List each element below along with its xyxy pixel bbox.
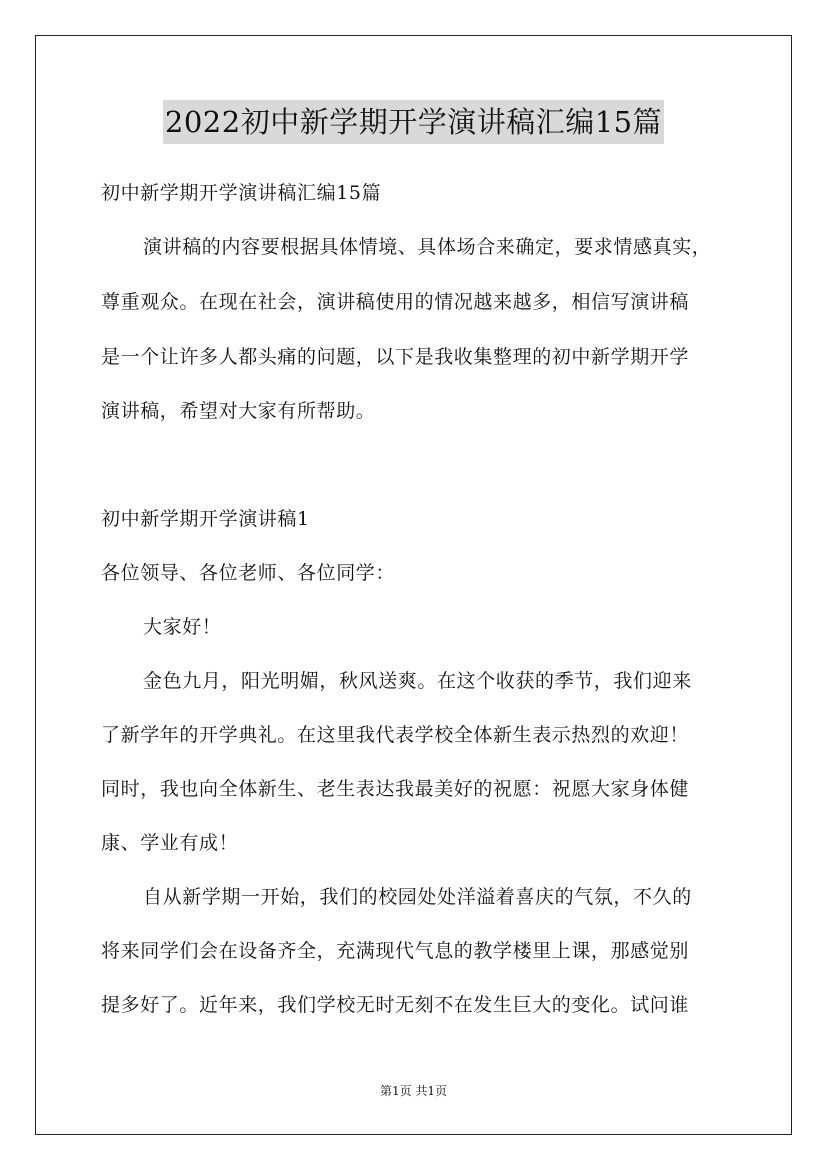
paragraph-line: 康、学业有成！ xyxy=(101,832,239,854)
intro-line: 演讲稿的内容要根据具体情境、具体场合来确定，要求情感真实， xyxy=(143,236,712,258)
paragraph-line: 同时，我也向全体新生、老生表达我最美好的祝愿：祝愿大家身体健 xyxy=(101,778,690,800)
paragraph-line: 金色九月，阳光明媚，秋风送爽。在这个收获的季节，我们迎来 xyxy=(143,670,692,692)
title-container xyxy=(0,100,827,144)
document-subtitle: 初中新学期开学演讲稿汇编15篇 xyxy=(101,182,382,204)
document-title: 2022初中新学期开学演讲稿汇编15篇 xyxy=(163,100,664,144)
greeting: 大家好！ xyxy=(143,616,222,638)
paragraph-line: 将来同学们会在设备齐全，充满现代气息的教学楼里上课，那感觉别 xyxy=(101,940,690,962)
paragraph-line: 了新学年的开学典礼。在这里我代表学校全体新生表示热烈的欢迎！ xyxy=(101,724,690,746)
paragraph-line: 自从新学期一开始，我们的校园处处洋溢着喜庆的气氛，不久的 xyxy=(143,886,692,908)
page-footer: 第1页 共1页 xyxy=(379,1084,448,1098)
paragraph-line: 提多好了。近年来，我们学校无时无刻不在发生巨大的变化。试问谁 xyxy=(101,994,690,1016)
section-heading: 初中新学期开学演讲稿1 xyxy=(101,508,310,530)
intro-line: 尊重观众。在现在社会，演讲稿使用的情况越来越多，相信写演讲稿 xyxy=(101,291,690,313)
intro-line: 演讲稿，希望对大家有所帮助。 xyxy=(101,400,376,422)
salutation: 各位领导、各位老师、各位同学： xyxy=(101,562,396,584)
intro-line: 是一个让许多人都头痛的问题，以下是我收集整理的初中新学期开学 xyxy=(101,346,690,368)
